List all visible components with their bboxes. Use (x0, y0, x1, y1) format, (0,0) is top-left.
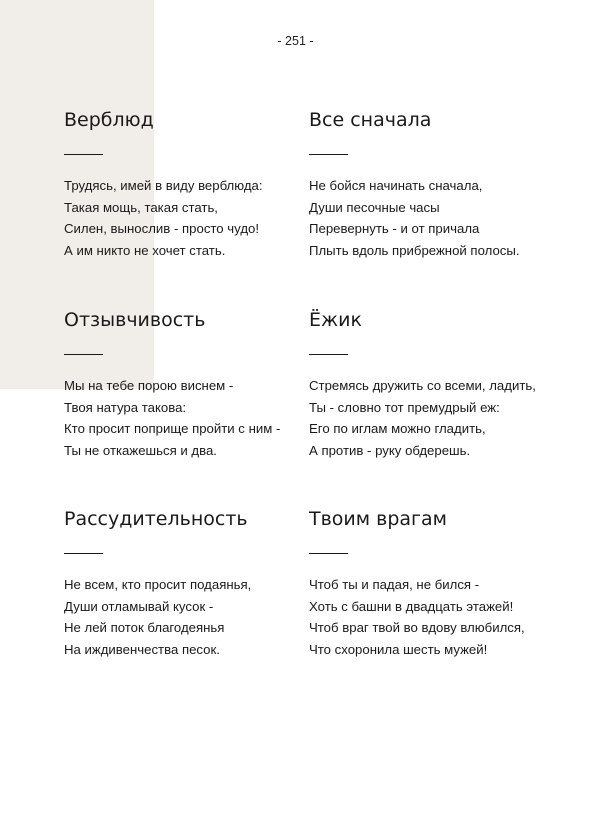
page-number: - 251 - (277, 34, 314, 48)
poem-line: А им никто не хочет стать. (64, 242, 226, 258)
poem-vse-snachala (309, 108, 579, 261)
poem-yozhik (309, 308, 579, 461)
poem-title: Твоим врагам (309, 508, 448, 530)
poem-line: Ты - словно тот премудрый еж: (309, 399, 500, 415)
poem-tvoim-vragam (309, 507, 579, 660)
poem-line: Ты не откажешься и два. (64, 442, 217, 458)
poem-line: Не лей поток благодеянья (64, 620, 225, 635)
poem-line: На иждивенчества песок. (64, 641, 220, 657)
poem-line: Души отламывай кусок - (64, 598, 214, 614)
title-divider (309, 354, 348, 355)
poem-line: Хоть с башни в двадцать этажей! (309, 598, 514, 614)
poem-otzyvchivost (64, 308, 334, 461)
poem-line: Перевернуть - и от причала (309, 221, 480, 236)
poem-line: Души песочные часы (309, 199, 440, 215)
poem-line: А против - руку обдерешь. (309, 442, 471, 458)
poem-line: Мы на тебе порою виснем - (64, 378, 234, 393)
title-divider (64, 154, 103, 155)
title-divider (64, 354, 103, 355)
poem-line: Не бойся начинать сначала, (309, 178, 483, 193)
title-divider (309, 154, 348, 155)
poem-line: Не всем, кто просит подаянья, (64, 577, 252, 592)
poem-title: Отзывчивость (64, 309, 206, 331)
poem-line: Силен, вынослив - просто чудо! (64, 221, 260, 236)
poem-title: Верблюд (64, 109, 154, 131)
poem-line: Что схоронила шесть мужей! (309, 641, 488, 657)
title-divider (309, 553, 348, 554)
poem-title: Рассудительность (64, 508, 248, 530)
poem-title: Все сначала (309, 109, 432, 131)
poem-rassuditelnost (64, 507, 334, 660)
poem-line: Твоя натура такова: (64, 399, 187, 415)
poem-line: Чтоб враг твой во вдову влюбился, (309, 620, 525, 635)
poem-verblyud (64, 108, 334, 261)
poem-line: Трудясь, имей в виду верблюда: (64, 178, 263, 193)
title-divider (64, 553, 103, 554)
poem-line: Кто просит поприще пройти с ним - (64, 421, 281, 436)
poem-line: Такая мощь, такая стать, (64, 199, 218, 215)
poem-title: Ёжик (309, 309, 362, 331)
poem-line: Его по иглам можно гладить, (309, 421, 486, 436)
poem-line: Стремясь дружить со всеми, ладить, (309, 378, 536, 393)
poem-line: Чтоб ты и падая, не бился - (309, 577, 480, 592)
poem-line: Плыть вдоль прибрежной полосы. (309, 242, 520, 258)
